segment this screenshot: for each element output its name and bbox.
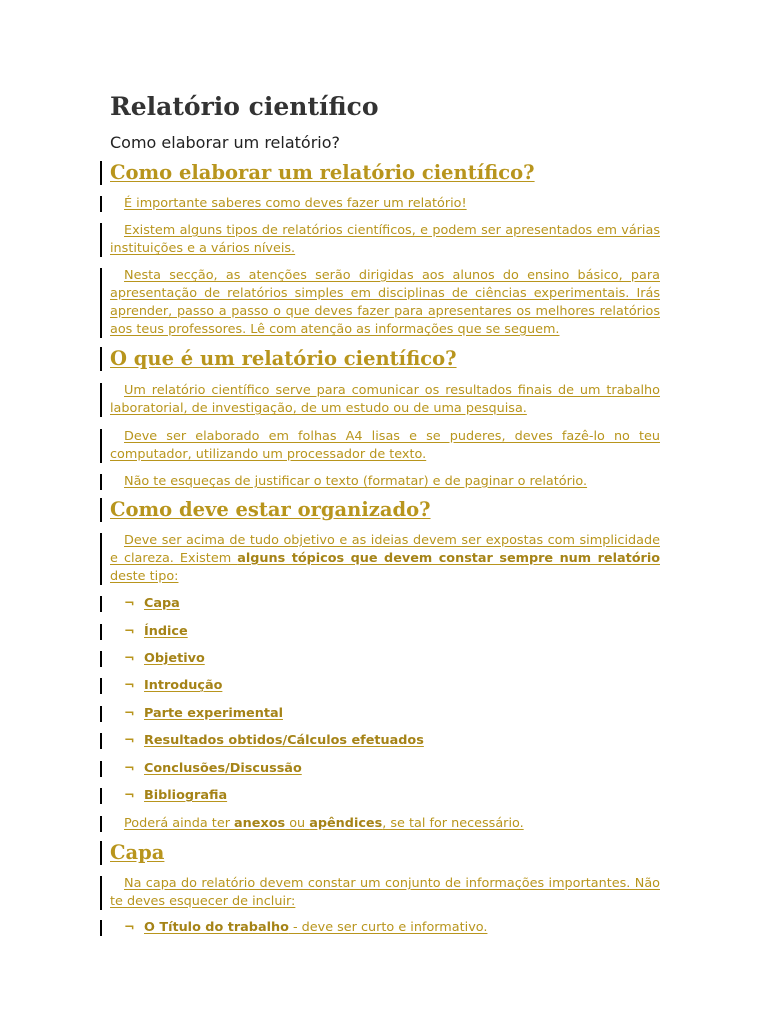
bullet-icon: ¬ bbox=[124, 761, 135, 776]
paragraph-block bbox=[100, 195, 660, 213]
capa-item-titulo[interactable] bbox=[100, 919, 660, 937]
list-item bbox=[100, 919, 660, 937]
bullet-icon: ¬ bbox=[124, 678, 135, 693]
intro-text: Deve ser acima de tudo objetivo e as ideias devem ser expostas com simplicidade e clareza. Existem bbox=[110, 533, 660, 566]
intro-bold-text: alguns tópicos que devem constar sempre num relatório bbox=[237, 551, 660, 566]
list-item bbox=[100, 732, 660, 750]
section-heading-block bbox=[100, 497, 660, 523]
list-item bbox=[100, 705, 660, 723]
toc-item-label: Bibliografia bbox=[144, 788, 228, 803]
section-heading-capa[interactable]: Capa bbox=[110, 841, 165, 864]
paragraph-justificar[interactable]: Não te esqueças de justificar o texto (formatar) e de paginar o relatório. bbox=[124, 474, 588, 489]
extra-text: ou bbox=[285, 816, 310, 831]
toc-item-label: Capa bbox=[144, 596, 180, 611]
paragraph-importante[interactable]: É importante saberes como deves fazer um relatório! bbox=[124, 196, 467, 211]
extra-text: Poderá ainda ter bbox=[124, 816, 235, 831]
toc-item-label: Resultados obtidos/Cálculos efetuados bbox=[144, 733, 424, 748]
toc-item-label: Conclusões/Discussão bbox=[144, 761, 302, 776]
paragraph-block bbox=[100, 815, 660, 833]
toc-item-indice[interactable] bbox=[100, 623, 660, 641]
apendices-text: apêndices bbox=[309, 816, 383, 831]
section-heading-block bbox=[100, 160, 660, 186]
toc-item-bibliografia[interactable] bbox=[100, 787, 660, 805]
toc-item-introducao[interactable] bbox=[100, 677, 660, 695]
paragraph-block bbox=[100, 473, 660, 491]
toc-item-resultados[interactable] bbox=[100, 732, 660, 750]
bullet-icon: ¬ bbox=[124, 788, 135, 803]
toc-item-capa[interactable] bbox=[100, 595, 660, 613]
capa-item-label: O Título do trabalho bbox=[144, 920, 289, 935]
page-subtitle: Como elaborar um relatório? bbox=[110, 133, 341, 152]
toc-item-objetivo[interactable] bbox=[100, 650, 660, 668]
toc-item-parte-experimental[interactable] bbox=[100, 705, 660, 723]
list-item bbox=[100, 677, 660, 695]
section-heading-block bbox=[100, 840, 660, 866]
paragraph-block bbox=[100, 382, 660, 418]
page-title: Relatório científico bbox=[110, 92, 379, 121]
toc-item-label: Introdução bbox=[144, 678, 223, 693]
list-item bbox=[100, 650, 660, 668]
section-heading-o-que-e[interactable]: O que é um relatório científico? bbox=[110, 347, 457, 370]
toc-item-label: Objetivo bbox=[144, 651, 205, 666]
paragraph-block bbox=[100, 267, 660, 339]
bullet-icon: ¬ bbox=[124, 733, 135, 748]
toc-item-conclusoes[interactable] bbox=[100, 760, 660, 778]
paragraph-objetivo-intro[interactable] bbox=[100, 532, 660, 586]
paragraph-serve-para[interactable]: Um relatório científico serve para comunicar os resultados finais de um trabalho laboratorial, de investigação, de um estudo ou de uma pesquisa. bbox=[110, 383, 660, 416]
anexos-text: anexos bbox=[234, 816, 286, 831]
paragraph-anexos[interactable] bbox=[100, 815, 660, 833]
toc-item-label: Índice bbox=[144, 624, 188, 639]
toc-item-label: Parte experimental bbox=[144, 706, 283, 721]
extra-text: , se tal for necessário. bbox=[382, 816, 524, 831]
bullet-icon: ¬ bbox=[124, 624, 135, 639]
section-heading-block bbox=[100, 346, 660, 372]
list-item bbox=[100, 787, 660, 805]
intro-text-end: deste tipo: bbox=[110, 569, 179, 584]
list-item bbox=[100, 760, 660, 778]
paragraph-seccao[interactable]: Nesta secção, as atenções serão dirigidas aos alunos do ensino básico, para apresentação de relatórios simples em disciplinas de ciências experimentais. Irás aprender, passo a passo o que deves fazer para apresentares os melhores relatórios aos teus professores. Lê com atenção as informações que se seguem. bbox=[110, 268, 660, 337]
bullet-icon: ¬ bbox=[124, 596, 135, 611]
bullet-icon: ¬ bbox=[124, 651, 135, 666]
paragraph-block bbox=[100, 532, 660, 586]
section-heading-organizado[interactable]: Como deve estar organizado? bbox=[110, 498, 431, 521]
list-item bbox=[100, 623, 660, 641]
paragraph-capa-intro[interactable]: Na capa do relatório devem constar um conjunto de informações importantes. Não te deves esquecer de incluir: bbox=[110, 876, 660, 909]
paragraph-block bbox=[100, 875, 660, 911]
bullet-icon: ¬ bbox=[124, 706, 135, 721]
paragraph-block bbox=[100, 428, 660, 464]
bullet-icon: ¬ bbox=[124, 920, 135, 935]
paragraph-block bbox=[100, 222, 660, 258]
section-heading-como-elaborar[interactable]: Como elaborar um relatório científico? bbox=[110, 161, 535, 184]
paragraph-folhas-a4[interactable]: Deve ser elaborado em folhas A4 lisas e se puderes, deves fazê-lo no teu computador, utilizando um processador de texto. bbox=[110, 429, 660, 462]
capa-item-rest: - deve ser curto e informativo. bbox=[288, 920, 488, 935]
paragraph-tipos[interactable]: Existem alguns tipos de relatórios científicos, e podem ser apresentados em várias instituições e a vários níveis. bbox=[110, 223, 660, 256]
list-item bbox=[100, 595, 660, 613]
